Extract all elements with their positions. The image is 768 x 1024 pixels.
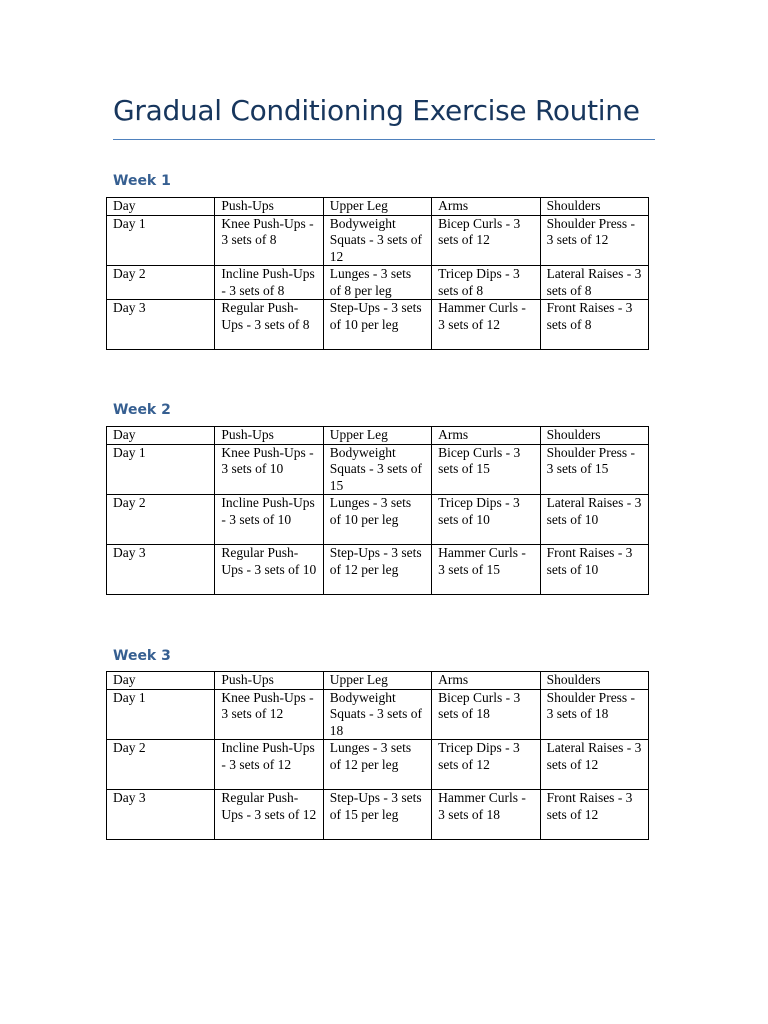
week-1-heading: Week 1: [113, 173, 171, 189]
table-cell: Shoulder Press - 3 sets of 12: [540, 215, 648, 266]
column-header-push-ups: Push-Ups: [215, 672, 323, 690]
table-cell: Day 1: [107, 215, 215, 266]
table-row: [107, 300, 649, 350]
table-cell: Day 2: [107, 740, 215, 790]
table-cell: Day 3: [107, 790, 215, 840]
table-header-row: [107, 427, 649, 445]
column-header-upper-leg: Upper Leg: [323, 672, 431, 690]
week-2-table: [106, 426, 649, 595]
table-row: [107, 545, 649, 595]
table-cell: Front Raises - 3 sets of 8: [540, 300, 648, 350]
table-cell: Regular Push-Ups - 3 sets of 12: [215, 790, 323, 840]
table-cell: Lateral Raises - 3 sets of 10: [540, 495, 648, 545]
table-row: [107, 689, 649, 740]
table-cell: Bodyweight Squats - 3 sets of 12: [323, 215, 431, 266]
column-header-shoulders: Shoulders: [540, 672, 648, 690]
table-cell: Bicep Curls - 3 sets of 18: [432, 689, 540, 740]
table-cell: Lateral Raises - 3 sets of 12: [540, 740, 648, 790]
table-header-row: [107, 672, 649, 690]
column-header-day: Day: [107, 427, 215, 445]
column-header-upper-leg: Upper Leg: [323, 198, 431, 216]
column-header-arms: Arms: [432, 427, 540, 445]
table-cell: Incline Push-Ups - 3 sets of 10: [215, 495, 323, 545]
table-cell: Day 2: [107, 266, 215, 300]
table-cell: Day 3: [107, 300, 215, 350]
table-cell: Tricep Dips - 3 sets of 12: [432, 740, 540, 790]
column-header-shoulders: Shoulders: [540, 427, 648, 445]
table-cell: Incline Push-Ups - 3 sets of 12: [215, 740, 323, 790]
table-cell: Step-Ups - 3 sets of 12 per leg: [323, 545, 431, 595]
column-header-day: Day: [107, 672, 215, 690]
table-cell: Lunges - 3 sets of 8 per leg: [323, 266, 431, 300]
table-cell: Front Raises - 3 sets of 12: [540, 790, 648, 840]
table-row: [107, 444, 649, 495]
table-cell: Knee Push-Ups - 3 sets of 12: [215, 689, 323, 740]
table-cell: Regular Push-Ups - 3 sets of 8: [215, 300, 323, 350]
table-cell: Front Raises - 3 sets of 10: [540, 545, 648, 595]
week-3-table: [106, 671, 649, 840]
page-title: Gradual Conditioning Exercise Routine: [113, 94, 640, 127]
column-header-shoulders: Shoulders: [540, 198, 648, 216]
table-cell: Shoulder Press - 3 sets of 18: [540, 689, 648, 740]
column-header-push-ups: Push-Ups: [215, 427, 323, 445]
table-cell: Bicep Curls - 3 sets of 15: [432, 444, 540, 495]
column-header-arms: Arms: [432, 672, 540, 690]
table-cell: Lateral Raises - 3 sets of 8: [540, 266, 648, 300]
table-cell: Knee Push-Ups - 3 sets of 8: [215, 215, 323, 266]
column-header-arms: Arms: [432, 198, 540, 216]
table-cell: Day 2: [107, 495, 215, 545]
table-cell: Bodyweight Squats - 3 sets of 15: [323, 444, 431, 495]
table-row: [107, 266, 649, 300]
column-header-push-ups: Push-Ups: [215, 198, 323, 216]
week-3-heading: Week 3: [113, 648, 171, 664]
table-cell: Tricep Dips - 3 sets of 8: [432, 266, 540, 300]
table-cell: Lunges - 3 sets of 12 per leg: [323, 740, 431, 790]
table-row: [107, 215, 649, 266]
table-cell: Shoulder Press - 3 sets of 15: [540, 444, 648, 495]
table-cell: Step-Ups - 3 sets of 15 per leg: [323, 790, 431, 840]
table-header-row: [107, 198, 649, 216]
table-cell: Regular Push-Ups - 3 sets of 10: [215, 545, 323, 595]
table-row: [107, 790, 649, 840]
table-row: [107, 740, 649, 790]
table-cell: Bicep Curls - 3 sets of 12: [432, 215, 540, 266]
table-cell: Step-Ups - 3 sets of 10 per leg: [323, 300, 431, 350]
table-cell: Lunges - 3 sets of 10 per leg: [323, 495, 431, 545]
table-cell: Day 1: [107, 444, 215, 495]
column-header-upper-leg: Upper Leg: [323, 427, 431, 445]
week-2-heading: Week 2: [113, 402, 171, 418]
table-cell: Incline Push-Ups - 3 sets of 8: [215, 266, 323, 300]
table-cell: Day 3: [107, 545, 215, 595]
week-1-table: [106, 197, 649, 350]
title-divider: [113, 139, 655, 140]
table-cell: Day 1: [107, 689, 215, 740]
table-row: [107, 495, 649, 545]
column-header-day: Day: [107, 198, 215, 216]
table-cell: Knee Push-Ups - 3 sets of 10: [215, 444, 323, 495]
table-cell: Hammer Curls - 3 sets of 15: [432, 545, 540, 595]
table-cell: Tricep Dips - 3 sets of 10: [432, 495, 540, 545]
table-cell: Hammer Curls - 3 sets of 12: [432, 300, 540, 350]
table-cell: Bodyweight Squats - 3 sets of 18: [323, 689, 431, 740]
table-cell: Hammer Curls - 3 sets of 18: [432, 790, 540, 840]
